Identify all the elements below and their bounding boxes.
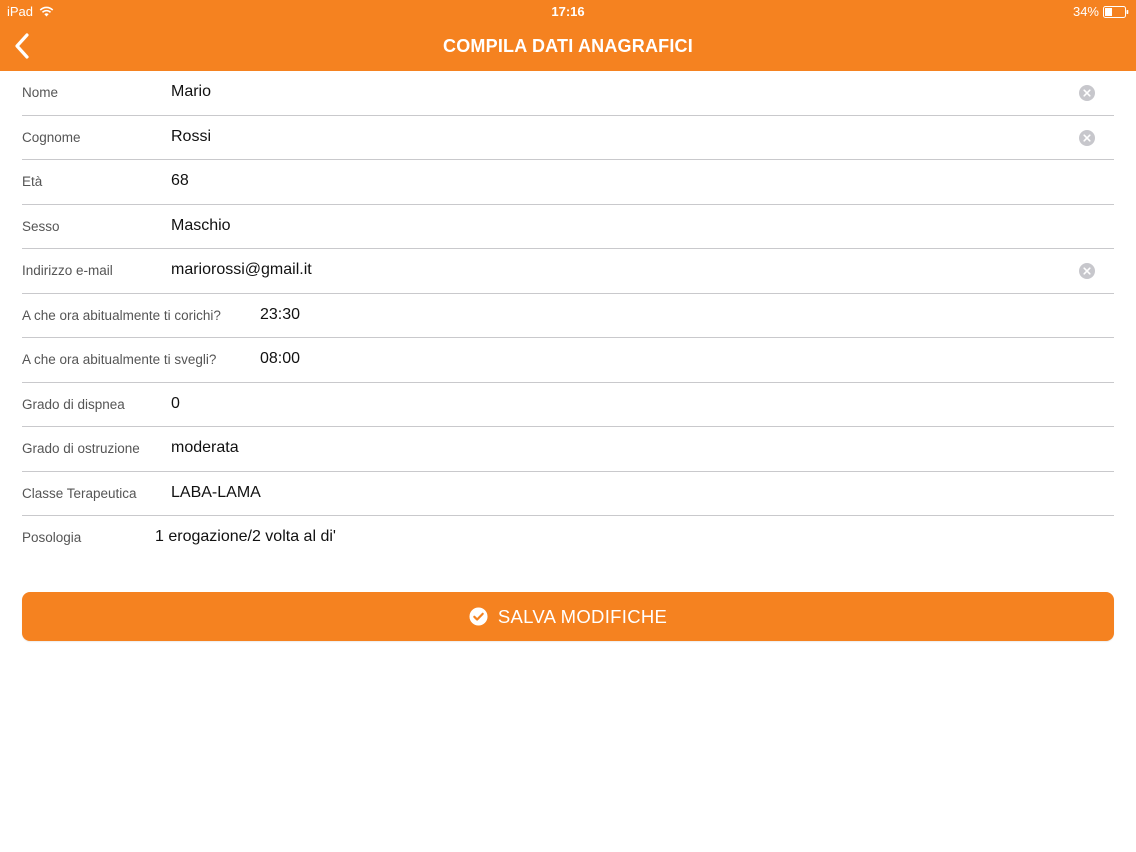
field-row-eta <box>22 160 1114 205</box>
field-label: Grado di ostruzione <box>22 441 140 456</box>
field-row-dispnea <box>22 383 1114 428</box>
status-time: 17:16 <box>551 4 585 19</box>
field-row-waketime <box>22 338 1114 383</box>
back-button[interactable] <box>6 30 38 62</box>
device-name: iPad <box>7 4 34 19</box>
field-label: Indirizzo e-mail <box>22 263 113 278</box>
save-button-label: SALVA MODIFICHE <box>497 605 668 627</box>
eta-input[interactable]: 68 <box>171 172 189 189</box>
field-row-posologia <box>22 516 1114 561</box>
sesso-select[interactable]: Maschio <box>171 216 231 234</box>
status-bar <box>0 0 1136 22</box>
field-row-classe-terapeutica <box>22 472 1114 517</box>
check-circle-icon <box>469 607 488 626</box>
dispnea-select[interactable]: 0 <box>171 394 180 412</box>
field-row-cognome <box>22 116 1114 161</box>
field-label: Classe Terapeutica <box>22 485 137 501</box>
field-label: A che ora abitualmente ti svegli? <box>22 352 217 367</box>
field-label: Nome <box>22 85 59 100</box>
page-title: COMPILA DATI ANAGRAFICI <box>443 36 693 56</box>
ostruzione-select[interactable]: moderata <box>171 439 239 456</box>
waketime-picker[interactable]: 08:00 <box>260 350 301 367</box>
posologia-select[interactable]: 1 erogazione/2 volta al di' <box>155 528 336 545</box>
registry-form <box>22 71 1114 561</box>
battery-percent: 34% <box>1072 4 1099 19</box>
chevron-left-icon <box>14 33 30 59</box>
bedtime-picker[interactable]: 23:30 <box>260 305 301 323</box>
app-header <box>0 0 1136 71</box>
clear-icon[interactable] <box>1079 130 1095 146</box>
email-input[interactable]: mariorossi@gmail.it <box>171 261 312 278</box>
field-label: Grado di dispnea <box>22 396 125 412</box>
field-label: Cognome <box>22 129 81 145</box>
status-right <box>1073 4 1129 19</box>
field-row-nome <box>22 71 1114 116</box>
nome-input[interactable]: Mario <box>171 83 212 100</box>
field-row-ostruzione <box>22 427 1114 472</box>
cognome-input[interactable]: Rossi <box>171 127 212 145</box>
battery-icon <box>1103 6 1129 18</box>
classe-terapeutica-select[interactable]: LABA-LAMA <box>171 483 261 501</box>
field-label: Sesso <box>22 218 60 234</box>
clear-icon[interactable] <box>1079 263 1095 279</box>
field-row-bedtime <box>22 294 1114 339</box>
clear-icon[interactable] <box>1079 85 1095 101</box>
field-row-email <box>22 249 1114 294</box>
field-label: A che ora abitualmente ti corichi? <box>22 307 221 323</box>
save-changes-button[interactable] <box>22 592 1114 641</box>
field-label: Età <box>22 174 43 189</box>
field-label: Posologia <box>22 530 82 545</box>
field-row-sesso <box>22 205 1114 250</box>
navigation-bar <box>0 22 1136 71</box>
